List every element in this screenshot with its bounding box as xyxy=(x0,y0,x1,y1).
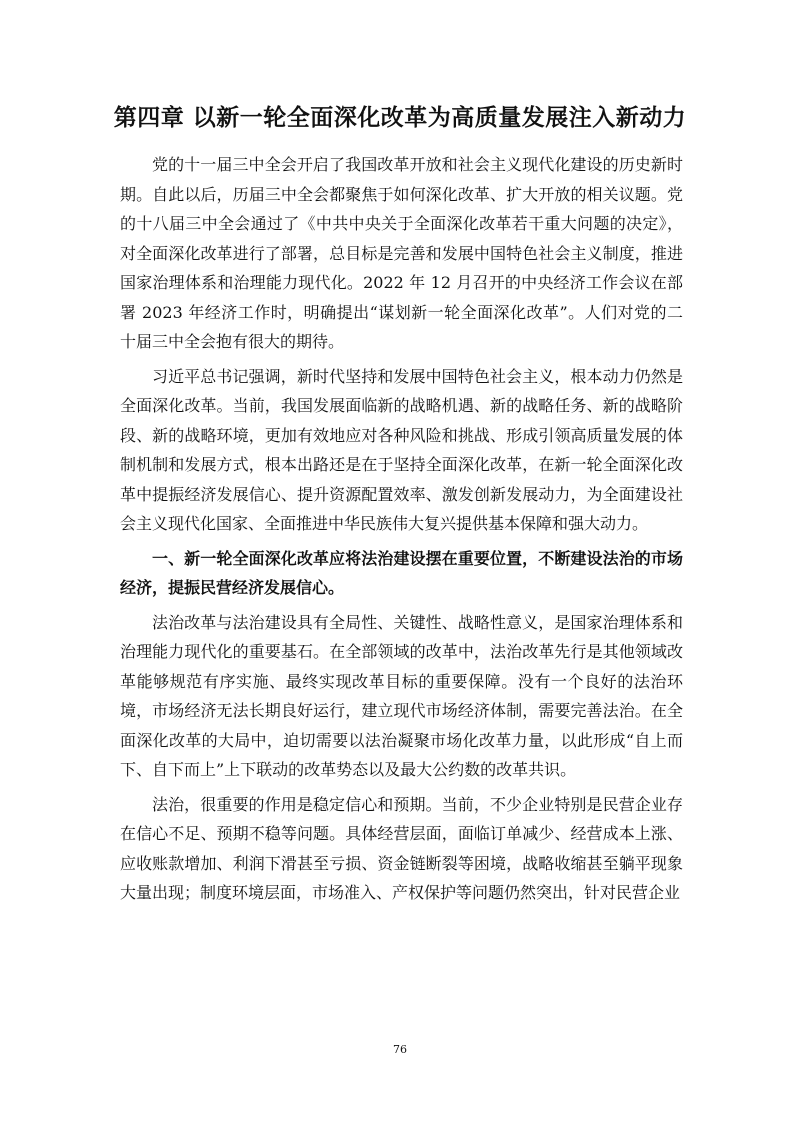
paragraph-confidence-expectations: 法治，很重要的作用是稳定信心和预期。当前，不少企业特别是民营企业存在信心不足、预期不稳等问题。具体经营层面，面临订单减少、经营成本上涨、应收账款增加、利润下滑甚至亏损、资金链断裂等困境，战略收缩甚至躺平现象大量出现；制度环境层面，市场准入、产权保护等问题仍然突出，针对民营企业 xyxy=(120,794,683,902)
chapter-title: 第四章 以新一轮全面深化改革为高质量发展注入新动力 xyxy=(113,105,687,131)
page-number: 76 xyxy=(393,1043,407,1056)
body-text xyxy=(120,150,683,913)
section-heading-rule-of-law: 一、新一轮全面深化改革应将法治建设摆在重要位置，不断建设法治的市场经济，提振民营经济发展信心。 xyxy=(120,548,683,597)
paragraph-intro: 党的十一届三中全会开启了我国改革开放和社会主义现代化建设的历史新时期。自此以后，历届三中全会都聚焦于如何深化改革、扩大开放的相关议题。党的十八届三中全会通过了《中共中央关于全面深化改革若干重大问题的决定》，对全面深化改革进行了部署，总目标是完善和发展中国特色社会主义制度，推进国家治理体系和治理能力现代化。2022 年 12 月召开的中央经济工作会议在部署 2023 年经济工作时，明确提出“谋划新一轮全面深化改革”。人们对党的二十届三中全会抱有很大的期待。 xyxy=(120,155,683,351)
paragraph-rule-of-law-reform: 法治改革与法治建设具有全局性、关键性、战略性意义，是国家治理体系和治理能力现代化的重要基石。在全部领域的改革中，法治改革先行是其他领域改革能够规范有序实施、最终实现改革目标的重要保障。没有一个良好的法治环境，市场经济无法长期良好运行，建立现代市场经济体制，需要完善法治。在全面深化改革的大局中，迫切需要以法治凝聚市场化改革力量，以此形成“自上而下、自下而上”上下联动的改革势态以及最大公约数的改革共识。 xyxy=(120,612,683,779)
paragraph-reform-driver: 习近平总书记强调，新时代坚持和发展中国特色社会主义，根本动力仍然是全面深化改革。当前，我国发展面临新的战略机遇、新的战略任务、新的战略阶段、新的战略环境，更加有效地应对各种风险和挑战、形成引领高质量发展的体制机制和发展方式，根本出路还是在于坚持全面深化改革，在新一轮全面深化改革中提振经济发展信心、提升资源配置效率、激发创新发展动力，为全面建设社会主义现代化国家、全面推进中华民族伟大复兴提供基本保障和强大动力。 xyxy=(120,366,683,533)
